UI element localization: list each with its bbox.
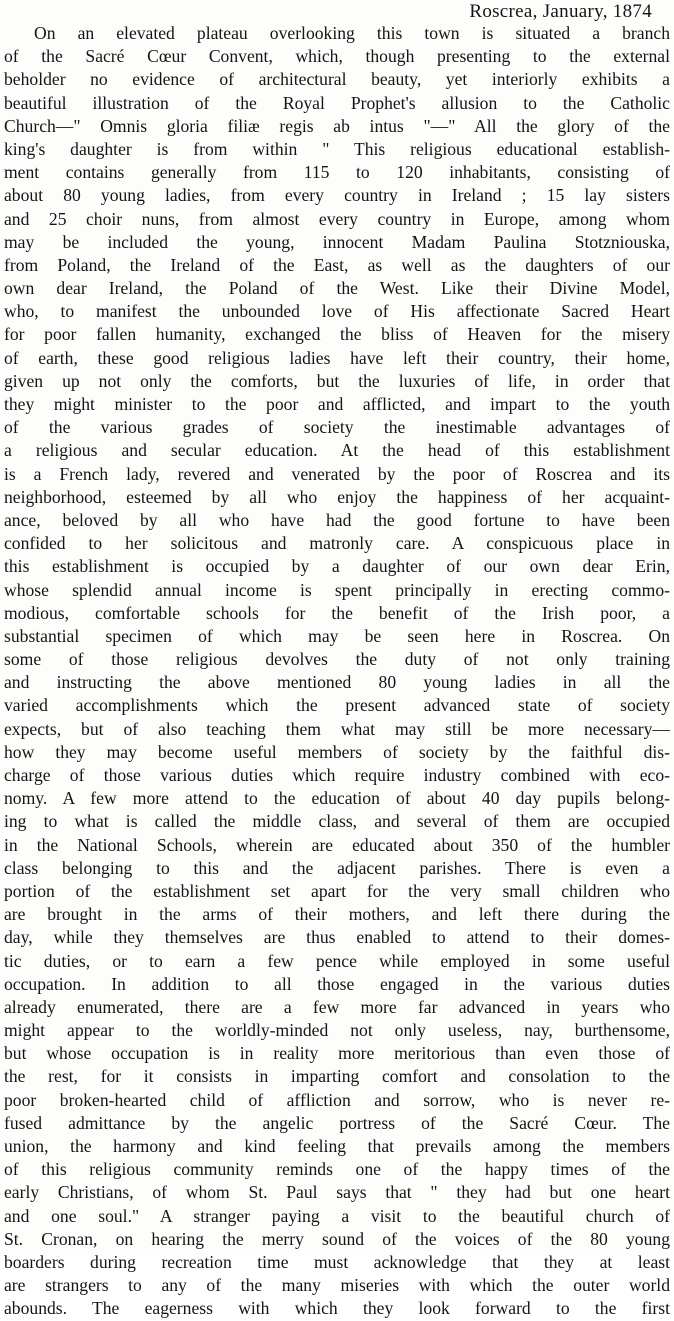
text-line: beautiful illustration of the Royal Prophet's allusion to the Catholic [4,92,670,113]
text-line: abounds. The eagerness with which they look forward to the first [4,1298,670,1319]
text-line: boarders during recreation time must acknowledge that they at least [4,1251,670,1272]
text-line: they might minister to the poor and afflicted, and impart to the youth [4,394,670,414]
text-line: varied accomplishments which the present advanced state of society [4,695,670,716]
text-line: portion of the establishment set apart for the very small children who [4,880,670,901]
text-line: may be included the young, innocent Madam Paulina Stotzniouska, [4,231,670,252]
text-line: who, to manifest the unbounded love of His affectionate Sacred Heart [4,301,670,322]
text-line: for poor fallen humanity, exchanged the bliss of Heaven for the misery [4,324,670,345]
text-line: early Christians, of whom St. Paul says that " they had but one heart [4,1182,670,1203]
text-line: substantial specimen of which may be seen here in Roscrea. On [4,625,670,646]
text-line: confided to her solicitous and matronly care. A conspicuous place in [4,533,670,554]
text-line: of the various grades of society the inestimable advantages of [4,417,670,438]
text-line: some of those religious devolves the duty of not only training [4,649,670,670]
text-line: already enumerated, there are a few more far advanced in years who [4,996,670,1017]
text-line: tic duties, or to earn a few pence while employed in some useful [4,950,670,971]
text-line: might appear to the worldly-minded not only useless, nay, burthensome, [4,1020,670,1041]
text-line: from Poland, the Ireland of the East, as well as the daughters of our [4,254,670,275]
dateline: Roscrea, January, 1874 [469,1,652,22]
text-line: is a French lady, revered and venerated by the poor of Roscrea and its [4,463,670,484]
text-line: St. Cronan, on hearing the merry sound of the voices of the 80 young [4,1228,670,1249]
text-line: nomy. A few more attend to the education of about 40 day pupils belong- [4,788,670,809]
text-line: of the Sacré Cœur Convent, which, though presenting to the external [4,46,670,67]
text-line: class belonging to this and the adjacent parishes. There is even a [4,857,670,878]
text-line: own dear Ireland, the Poland of the West. Like their Divine Model, [4,278,670,299]
text-line: of earth, these good religious ladies have left their country, their home, [4,347,670,368]
text-line: and 25 choir nuns, from almost every country in Europe, among whom [4,208,670,229]
text-line: fused admittance by the angelic portress of the Sacré Cœur. The [4,1112,670,1133]
text-line: the rest, for it consists in imparting comfort and consolation to the [4,1066,670,1087]
text-line: poor broken-hearted child of affliction and sorrow, who is never re- [4,1089,670,1110]
text-line: are brought in the arms of their mothers, and left there during the [4,904,670,925]
text-line: are strangers to any of the many miseries with which the outer world [4,1275,670,1296]
text-line: and instructing the above mentioned 80 young ladies in all the [4,672,670,693]
text-line: about 80 young ladies, from every country in Ireland ; 15 lay sisters [4,185,670,206]
text-line: in the National Schools, wherein are educated about 350 of the humbler [4,834,670,855]
text-line: expects, but of also teaching them what may still be more necessary— [4,718,670,739]
text-line: occupation. In addition to all those engaged in the various duties [4,973,670,994]
text-line: On an elevated plateau overlooking this town is situated a branch [34,23,670,43]
text-line: how they may become useful members of society by the faithful dis- [4,741,670,762]
text-line: union, the harmony and kind feeling that prevails among the members [4,1136,670,1156]
text-line: modious, comfortable schools for the benefit of the Irish poor, a [4,602,670,623]
text-line: and one soul." A stranger paying a visit to the beautiful church of [4,1205,670,1226]
text-line: given up not only the comforts, but the luxuries of life, in order that [4,370,670,391]
text-line: a religious and secular education. At the head of this establishment [4,440,670,461]
text-line: but whose occupation is in reality more meritorious than even those of [4,1043,670,1064]
text-line: charge of those various duties which require industry combined with eco- [4,765,670,785]
article-body [4,22,670,1321]
text-line: ment contains generally from 115 to 120 inhabitants, consisting of [4,162,670,183]
text-line: beholder no evidence of architectural beauty, yet interiorly exhibits a [4,69,670,90]
text-line: day, while they themselves are thus enabled to attend to their domes- [4,927,670,948]
text-line: ing to what is called the middle class, and several of them are occupied [4,811,670,832]
text-line: ance, beloved by all who have had the good fortune to have been [4,509,670,530]
text-line: neighborhood, esteemed by all who enjoy the happiness of her acquaint- [4,486,670,507]
text-line: Church—" Omnis gloria filiæ regis ab intus "—" All the glory of the [4,115,670,136]
text-line: whose splendid annual income is spent principally in erecting commo- [4,579,670,600]
text-line: of this religious community reminds one of the happy times of the [4,1159,670,1180]
text-line: this establishment is occupied by a daughter of our own dear Erin, [4,556,670,577]
text-line: king's daughter is from within " This religious educational establish- [4,138,670,159]
